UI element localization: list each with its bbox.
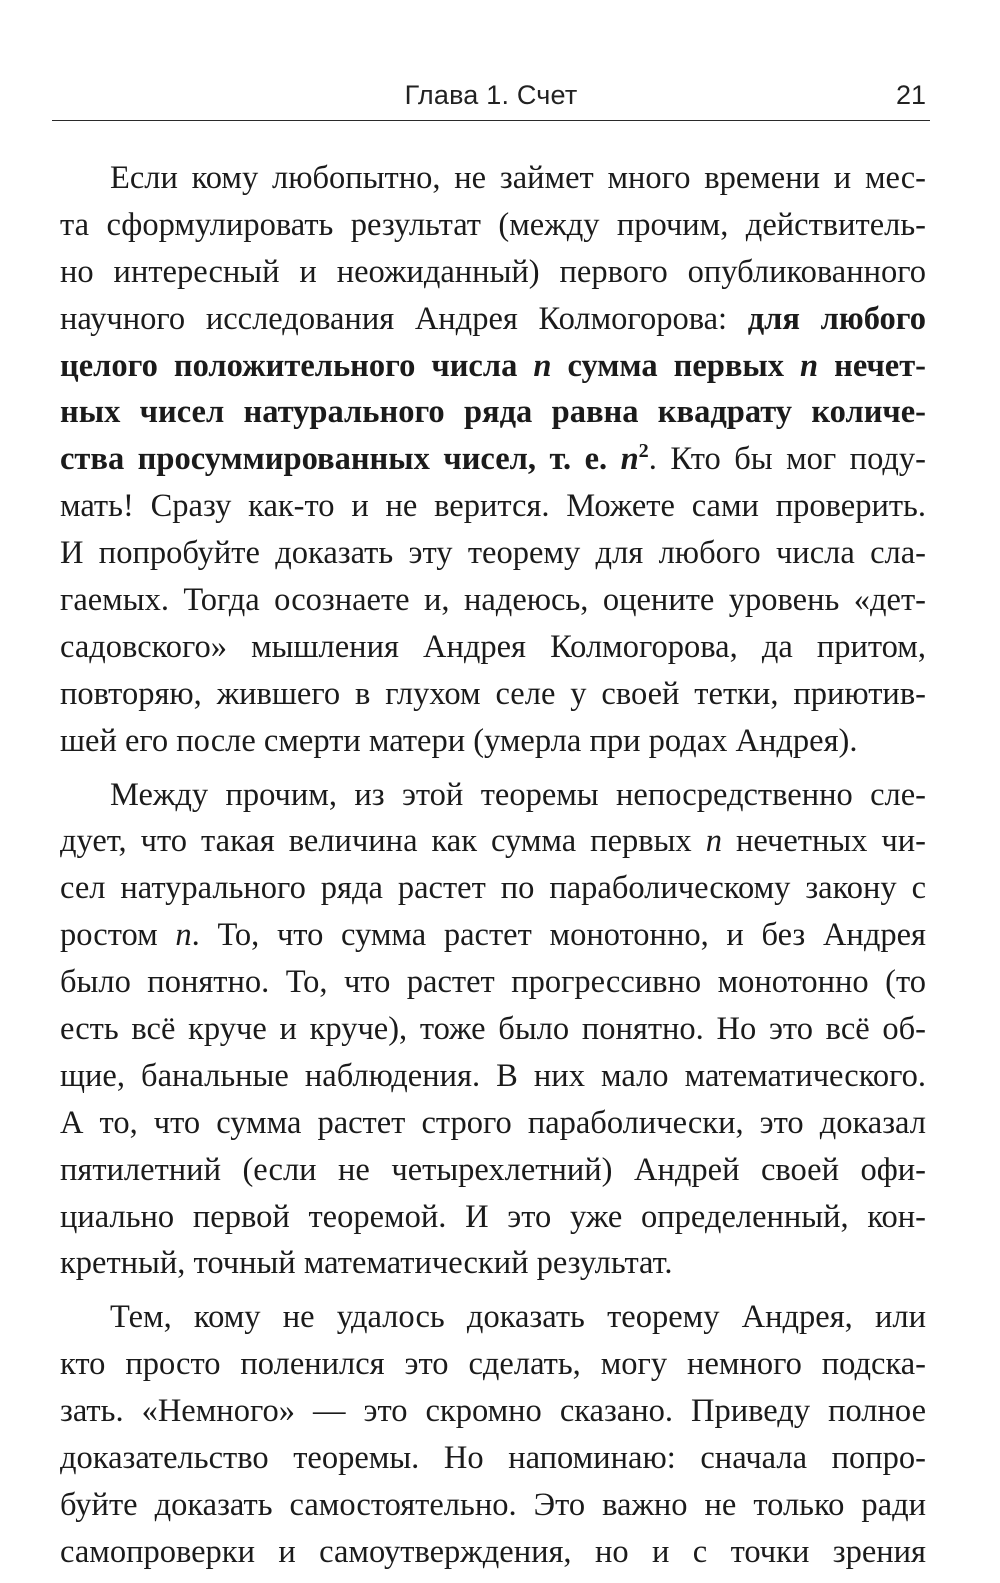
text-line	[60, 818, 926, 865]
text-line	[60, 718, 926, 765]
text-line	[60, 389, 926, 436]
text-run: Тем, кому не удалось доказать теорему Андрея, или	[110, 1299, 926, 1336]
paragraph	[60, 155, 926, 765]
text-line	[60, 772, 926, 819]
text-run: целого положительного числа	[60, 347, 534, 384]
text-line	[60, 436, 926, 483]
text-run: для любого	[747, 300, 926, 337]
text-line	[60, 1529, 926, 1576]
text-run: дует, что такая величина как сумма первых	[60, 823, 706, 860]
text-run: Между прочим, из этой теоремы непосредственно сле-	[110, 776, 926, 813]
text-line	[60, 577, 926, 624]
text-line	[60, 530, 926, 577]
text-line	[60, 624, 926, 671]
text-run: было понятно. То, что растет прогрессивно монотонно (то	[60, 964, 926, 1001]
text-run: кто просто поленился это сделать, могу немного подска-	[60, 1346, 926, 1383]
text-run: доказательство теоремы. Но напоминаю: сначала попро-	[60, 1440, 926, 1477]
text-run: но интересный и неожиданный) первого опубликованного	[60, 253, 926, 290]
text-run: сумма первых	[551, 347, 801, 384]
paragraph	[60, 772, 926, 1288]
body-text	[60, 155, 926, 1576]
text-run: n	[800, 347, 819, 384]
text-run: n	[175, 917, 192, 954]
superscript: 2	[638, 440, 649, 463]
text-run: мать! Сразу как-то и не верится. Можете сами проверить.	[60, 488, 926, 525]
text-line	[60, 865, 926, 912]
text-line	[60, 959, 926, 1006]
text-run: садовского» мышления Андрея Колмогорова, да притом,	[60, 628, 926, 665]
text-run: ства просуммированных чисел, т. е.	[60, 441, 621, 478]
running-header	[52, 74, 930, 121]
text-line	[60, 1341, 926, 1388]
text-run: . То, что сумма растет монотонно, и без Андрея	[191, 917, 926, 954]
text-run: повторяю, жившего в глухом селе у своей тетки, приютив-	[60, 675, 926, 712]
text-line	[60, 1240, 926, 1287]
text-run: А то, что сумма растет строго параболически, это доказал	[60, 1104, 926, 1141]
text-line	[60, 202, 926, 249]
text-run: гаемых. Тогда осознаете и, надеюсь, оцените уровень «дет-	[60, 582, 926, 619]
paragraph-gap	[60, 765, 926, 772]
text-line	[60, 249, 926, 296]
text-run: научного исследования Андрея Колмогорова:	[60, 300, 748, 337]
text-run: буйте доказать самостоятельно. Это важно не только ради	[60, 1486, 926, 1523]
text-run: сел натурального ряда растет по параболическому закону с	[60, 870, 926, 907]
text-line	[60, 671, 926, 718]
text-line	[60, 1388, 926, 1435]
text-run: n	[705, 823, 722, 860]
text-run: Если кому любопытно, не займет много времени и мес-	[110, 160, 926, 196]
text-line	[60, 155, 926, 202]
text-run: кретный, точный математический результат.	[60, 1245, 673, 1282]
text-run: нечетных чи-	[721, 823, 926, 860]
text-line	[60, 296, 926, 343]
text-line	[60, 912, 926, 959]
text-run: n	[533, 347, 552, 384]
text-line	[60, 1194, 926, 1241]
text-run: та сформулировать результат (между прочим, действитель-	[60, 206, 926, 243]
text-run: самопроверки и самоутверждения, но и с точки зрения	[60, 1533, 926, 1570]
text-line	[60, 483, 926, 530]
text-run: зать. «Немного» — это скромно сказано. Приведу полное	[60, 1393, 926, 1430]
chapter-title: Глава 1. Счет	[404, 80, 578, 110]
text-run: пятилетний (если не четырехлетний) Андрей своей офи-	[60, 1151, 926, 1188]
text-line	[60, 1100, 926, 1147]
text-run: ростом	[60, 917, 176, 954]
text-run: нечет-	[818, 347, 926, 384]
text-line	[60, 1006, 926, 1053]
text-run: n	[620, 441, 639, 478]
text-line	[60, 1435, 926, 1482]
text-run: . Кто бы мог поду-	[648, 441, 926, 478]
text-run: циально первой теоремой. И это уже определенный, кон-	[60, 1198, 926, 1235]
text-run: есть всё круче и круче), тоже было понятно. Но это всё об-	[60, 1011, 926, 1048]
paragraph-gap	[60, 1287, 926, 1294]
page-number: 21	[895, 80, 926, 110]
text-line	[60, 1053, 926, 1100]
text-run: ных чисел натурального ряда равна квадрату количе-	[60, 394, 926, 431]
text-run: шей его после смерти матери (умерла при родах Андрея).	[60, 722, 858, 759]
text-line	[60, 1482, 926, 1529]
paragraph	[60, 1294, 926, 1575]
text-line	[60, 1147, 926, 1194]
text-line	[60, 1294, 926, 1341]
text-run: И попробуйте доказать эту теорему для любого числа сла-	[60, 535, 926, 572]
text-run: щие, банальные наблюдения. В них мало математического.	[60, 1057, 926, 1094]
text-line	[60, 343, 926, 390]
